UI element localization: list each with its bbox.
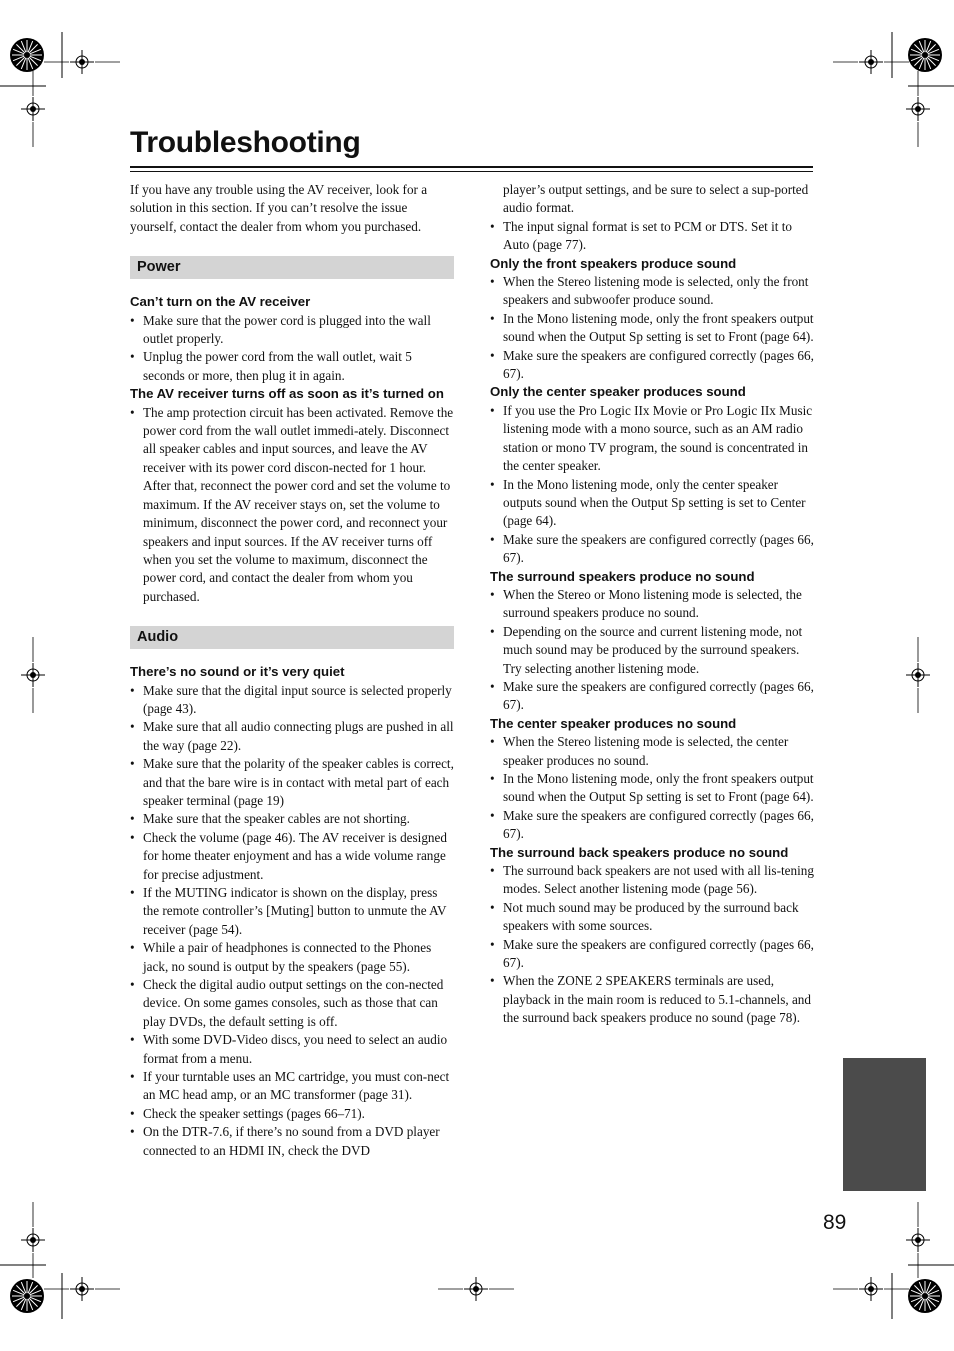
question-heading: The surround speakers produce no sound: [490, 568, 755, 584]
right-column: [490, 181, 814, 1028]
list-item: • Check the speaker settings (pages 66–71).: [130, 1105, 454, 1123]
list-item: • Make sure that the speaker cables are not shorting.: [130, 810, 454, 828]
list-item: • In the Mono listening mode, only the center speaker outputs sound when the Output Sp setting is set to Center (page 64).: [490, 476, 814, 531]
list-item: • Make sure the speakers are configured correctly (pages 66, 67).: [490, 531, 814, 568]
list-item: • In the Mono listening mode, only the front speakers output sound when the Output Sp setting is set to Front (page 64).: [490, 770, 814, 807]
list-item: • Make sure the speakers are configured correctly (pages 66, 67).: [490, 936, 814, 973]
list-item: • If your turntable uses an MC cartridge, you must con-nect an MC head amp, or an MC transformer (page 31).: [130, 1068, 454, 1105]
list-item: • Depending on the source and current listening mode, not much sound may be produced by the surround speakers. Try selecting another listening mode.: [490, 623, 814, 678]
section-heading-audio: Audio: [130, 626, 454, 649]
question-heading: Only the front speakers produce sound: [490, 255, 737, 271]
list-item: • Make sure the speakers are configured correctly (pages 66, 67).: [490, 678, 814, 715]
list-item: • On the DTR-7.6, if there’s no sound from a DVD player connected to an HDMI IN, check the DVD: [130, 1123, 454, 1160]
list-item: • If you use the Pro Logic IIx Movie or Pro Logic IIx Music listening mode with a mono source, such as an AM radio station or mono TV program, the sound is concentrated in the center speaker.: [490, 402, 814, 476]
list-item: • Make sure that the digital input source is selected properly (page 43).: [130, 682, 454, 719]
question-heading: There’s no sound or it’s very quiet: [130, 664, 345, 680]
list-item: • Not much sound may be produced by the surround back speakers with some sources.: [490, 899, 814, 936]
list-item: • In the Mono listening mode, only the front speakers output sound when the Output Sp setting is set to Front (page 64).: [490, 310, 814, 347]
answer-list: [130, 404, 454, 606]
answer-list: [130, 312, 454, 386]
list-item: • Check the digital audio output settings on the con-nected device. On some games consoles, such as those that can play DVDs, the default setting is off.: [130, 976, 454, 1031]
question-heading: Can’t turn on the AV receiver: [130, 294, 311, 310]
left-column: [130, 181, 454, 1160]
title-rule-thin: [130, 171, 813, 172]
question-heading: The surround back speakers produce no sound: [490, 844, 789, 860]
list-item: • With some DVD-Video discs, you need to select an audio format from a menu.: [130, 1031, 454, 1068]
list-item: • Unplug the power cord from the wall outlet, wait 5 seconds or more, then plug it in again.: [130, 348, 454, 385]
answer-list: [490, 273, 814, 383]
page-number: 89: [823, 1211, 847, 1234]
section-heading-power: Power: [130, 256, 454, 279]
list-item: • When the Stereo listening mode is selected, only the front speakers and subwoofer produce sound.: [490, 273, 814, 310]
list-item: • Make sure that the power cord is plugged into the wall outlet properly.: [130, 312, 454, 349]
list-item: • The input signal format is set to PCM or DTS. Set it to Auto (page 77).: [490, 218, 814, 255]
answer-list: [490, 586, 814, 715]
list-item: • Make sure that all audio connecting plugs are pushed in all the way (page 22).: [130, 718, 454, 755]
list-item: • While a pair of headphones is connected to the Phones jack, no sound is output by the speakers (page 55).: [130, 939, 454, 976]
answer-list: [490, 733, 814, 843]
list-item: • Make sure the speakers are configured correctly (pages 66, 67).: [490, 347, 814, 384]
list-item: • Make sure the speakers are configured correctly (pages 66, 67).: [490, 807, 814, 844]
list-item: • The surround back speakers are not used with all lis-tening modes. Select another listening mode (page 56).: [490, 862, 814, 899]
question-heading: The center speaker produces no sound: [490, 715, 737, 731]
answer-list: [130, 682, 454, 1161]
list-item: • The amp protection circuit has been activated. Remove the power cord from the wall outlet immedi-ately. Disconnect all speaker cables and input sources, and leave the AV receiver with its power cord discon-nected for 1 hour. After that, reconnect the power cord and set the volume to maximum. If the AV receiver stays on, set the volume to minimum, disconnect the power cord, and reconnect your speakers and input sources. If the AV receiver turns off when you set the volume to maximum, disconnect the power cord, and contact the dealer from whom you purchased.: [130, 404, 454, 606]
title-rule: [130, 166, 813, 168]
intro-paragraph: If you have any trouble using the AV receiver, look for a solution in this section. If you can’t resolve the issue yourself, contact the dealer from whom you purchased.: [130, 182, 428, 234]
list-item: • If the MUTING indicator is shown on the display, press the remote controller’s [Muting] button to unmute the AV receiver (page 54).: [130, 884, 454, 939]
continued-text: player’s output settings, and be sure to select a sup-ported audio format.: [503, 182, 809, 216]
list-item: • When the Stereo listening mode is selected, the center speaker produces no sound.: [490, 733, 814, 770]
answer-list: [490, 218, 814, 255]
answer-list: [490, 862, 814, 1028]
list-item: • Make sure that the polarity of the speaker cables is correct, and that the bare wire is in contact with metal part of each speaker terminal (page 19): [130, 755, 454, 810]
page-title: Troubleshooting: [130, 126, 361, 159]
question-heading: Only the center speaker produces sound: [490, 384, 746, 400]
list-item: • When the ZONE 2 SPEAKERS terminals are used, playback in the main room is reduced to 5.1-channels, and the surround back speakers produce no sound (page 78).: [490, 972, 814, 1027]
question-heading: The AV receiver turns off as soon as it’s turned on: [130, 386, 444, 402]
list-item: • Check the volume (page 46). The AV receiver is designed for home theater enjoyment and has a wide volume range for precise adjustment.: [130, 829, 454, 884]
list-item: • When the Stereo or Mono listening mode is selected, the surround speakers produce no sound.: [490, 586, 814, 623]
answer-list: [490, 402, 814, 568]
chapter-tab: [843, 1058, 926, 1191]
